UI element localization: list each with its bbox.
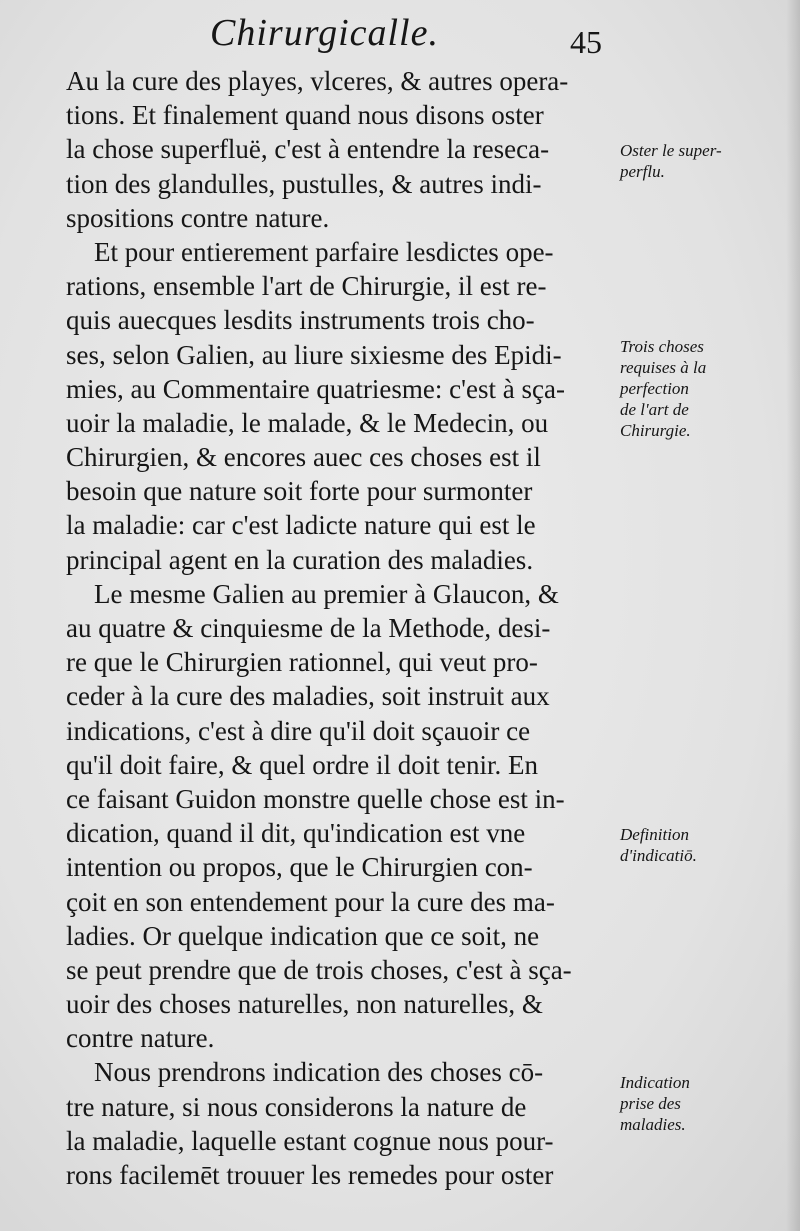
text-line: qu'il doit faire, & quel ordre il doit tenir. En <box>66 749 539 780</box>
margin-note-definition <box>620 824 795 866</box>
text-line: la maladie, laquelle estant cognue nous pour- <box>66 1125 554 1156</box>
text-line: ceder à la cure des maladies, soit instruit aux <box>66 681 550 712</box>
margin-note-line: Oster le super- <box>620 141 722 160</box>
text-line: indications, c'est à dire qu'il doit sçauoir ce <box>66 715 531 746</box>
text-line: uoir la maladie, le malade, & le Medecin, ou <box>66 407 549 438</box>
text-line: ce faisant Guidon monstre quelle chose est in- <box>66 783 565 814</box>
text-line: tre nature, si nous considerons la nature de <box>66 1091 527 1122</box>
text-line: Le mesme Galien au premier à Glaucon, & <box>94 578 559 609</box>
text-line: mies, au Commentaire quatriesme: c'est à sça- <box>66 373 565 404</box>
margin-note-line: perflu. <box>620 162 665 181</box>
text-line: ladies. Or quelque indication que ce soit, ne <box>66 920 540 951</box>
margin-note-line: Definition <box>620 825 689 844</box>
paragraph-3 <box>66 577 626 1056</box>
text-line: intention ou propos, que le Chirurgien con- <box>66 852 533 883</box>
text-line: ses, selon Galien, au liure sixiesme des Epidi- <box>66 339 562 370</box>
text-line: Et pour entierement parfaire lesdictes ope- <box>94 236 554 267</box>
margin-note-line: Chirurgie. <box>620 421 691 440</box>
paragraph-1 <box>66 64 626 235</box>
text-line: la chose superfluë, c'est à entendre la reseca- <box>66 134 550 165</box>
text-line: re que le Chirurgien rationnel, qui veut pro- <box>66 647 538 678</box>
margin-note-line: Trois choses <box>620 337 704 356</box>
text-line: besoin que nature soit forte pour surmonter <box>66 476 533 507</box>
text-line: se peut prendre que de trois choses, c'est à sça- <box>66 954 572 985</box>
text-line: Nous prendrons indication des choses cō- <box>94 1057 544 1088</box>
margin-note-line: maladies. <box>620 1115 686 1134</box>
text-line: rations, ensemble l'art de Chirurgie, il est re- <box>66 271 547 302</box>
margin-note-line: perfection <box>620 379 689 398</box>
page-number: 45 <box>570 24 602 60</box>
text-line: uoir des choses naturelles, non naturelles, & <box>66 989 543 1020</box>
text-line: dication, quand il dit, qu'indication est vne <box>66 818 526 849</box>
margin-note-line: requises à la <box>620 358 707 377</box>
text-line: la maladie: car c'est ladicte nature qui est le <box>66 510 536 541</box>
margin-note-oster <box>620 140 795 182</box>
margin-note-line: de l'art de <box>620 400 689 419</box>
margin-note-indication <box>620 1072 795 1135</box>
margin-note-line: Indication <box>620 1073 690 1092</box>
text-line: Au la cure des playes, vlceres, & autres opera- <box>66 66 569 96</box>
page-gutter-shadow <box>786 0 800 1231</box>
text-line: spositions contre nature. <box>66 202 330 233</box>
margin-note-trois-choses <box>620 336 795 441</box>
text-line: tion des glandulles, pustulles, & autres indi- <box>66 168 542 199</box>
text-line: tions. Et finalement quand nous disons oster <box>66 100 544 131</box>
text-line: Chirurgien, & encores auec ces choses est il <box>66 442 541 473</box>
text-line: au quatre & cinquiesme de la Methode, desi- <box>66 613 551 643</box>
margin-note-line: d'indicatiō. <box>620 846 697 865</box>
text-line: contre nature. <box>66 1023 215 1054</box>
text-line: quis auecques lesdits instruments trois cho- <box>66 305 535 336</box>
paragraph-4 <box>66 1055 626 1192</box>
text-line: rons facilemēt trouuer les remedes pour oster <box>66 1160 554 1190</box>
body-text <box>66 64 626 1192</box>
paragraph-2 <box>66 235 626 577</box>
text-line: çoit en son entendement pour la cure des ma- <box>66 886 555 917</box>
running-title: Chirurgicalle. <box>210 12 439 54</box>
margin-note-line: prise des <box>620 1094 681 1113</box>
text-line: principal agent en la curation des maladies. <box>66 544 534 575</box>
